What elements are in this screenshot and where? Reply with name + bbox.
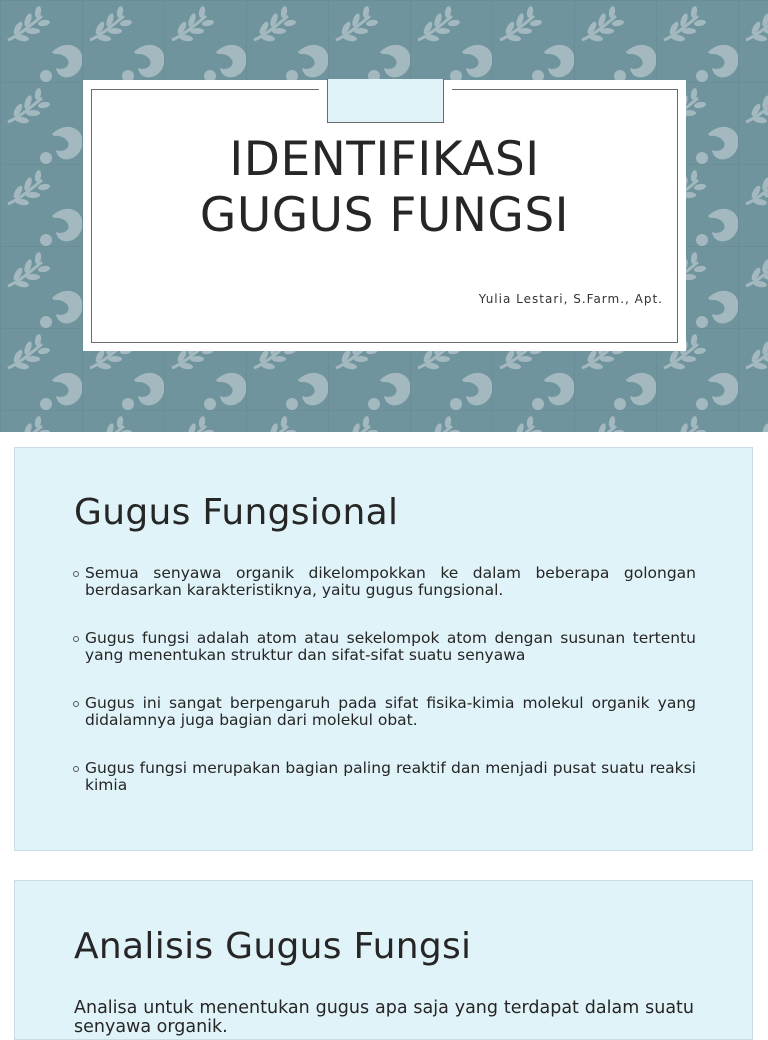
slide-title [83, 132, 686, 244]
slide-heading: Analisis Gugus Fungsi [74, 926, 472, 967]
slide-body-text: Analisa untuk menentukan gugus apa saja yang terdapat dalam suatu senyawa organik. [74, 998, 694, 1037]
bullet-text: Gugus ini sangat berpengaruh pada sifat fisika-kimia molekul organik yang didalamnya juga bagian dari molekul obat. [85, 694, 696, 729]
bullet-text: Gugus fungsi merupakan bagian paling reaktif dan menjadi pusat suatu reaksi kimia [85, 759, 696, 794]
bullet-item [72, 630, 696, 664]
author-name: Yulia Lestari, S.Farm., Apt. [478, 292, 663, 306]
slide-gugus-fungsional [14, 447, 753, 851]
slide-analisis-gugus-fungsi [14, 880, 753, 1040]
title-card [83, 80, 686, 351]
title-card-tab [327, 79, 444, 123]
bullet-item [72, 760, 696, 794]
bullet-item [72, 695, 696, 729]
bullet-text: Semua senyawa organik dikelompokkan ke dalam beberapa golongan berdasarkan karakteristiknya, yaitu gugus fungsional. [85, 564, 696, 599]
title-slide [0, 0, 768, 432]
slide-heading: Gugus Fungsional [74, 492, 399, 533]
bullet-item [72, 565, 696, 599]
bullet-list [72, 565, 696, 825]
slide-title-line1: IDENTIFIKASI [229, 132, 540, 187]
slide-title-line2: GUGUS FUNGSI [199, 188, 570, 243]
bullet-text: Gugus fungsi adalah atom atau sekelompok atom dengan susunan tertentu yang menentukan struktur dan sifat-sifat suatu senyawa [85, 629, 696, 664]
